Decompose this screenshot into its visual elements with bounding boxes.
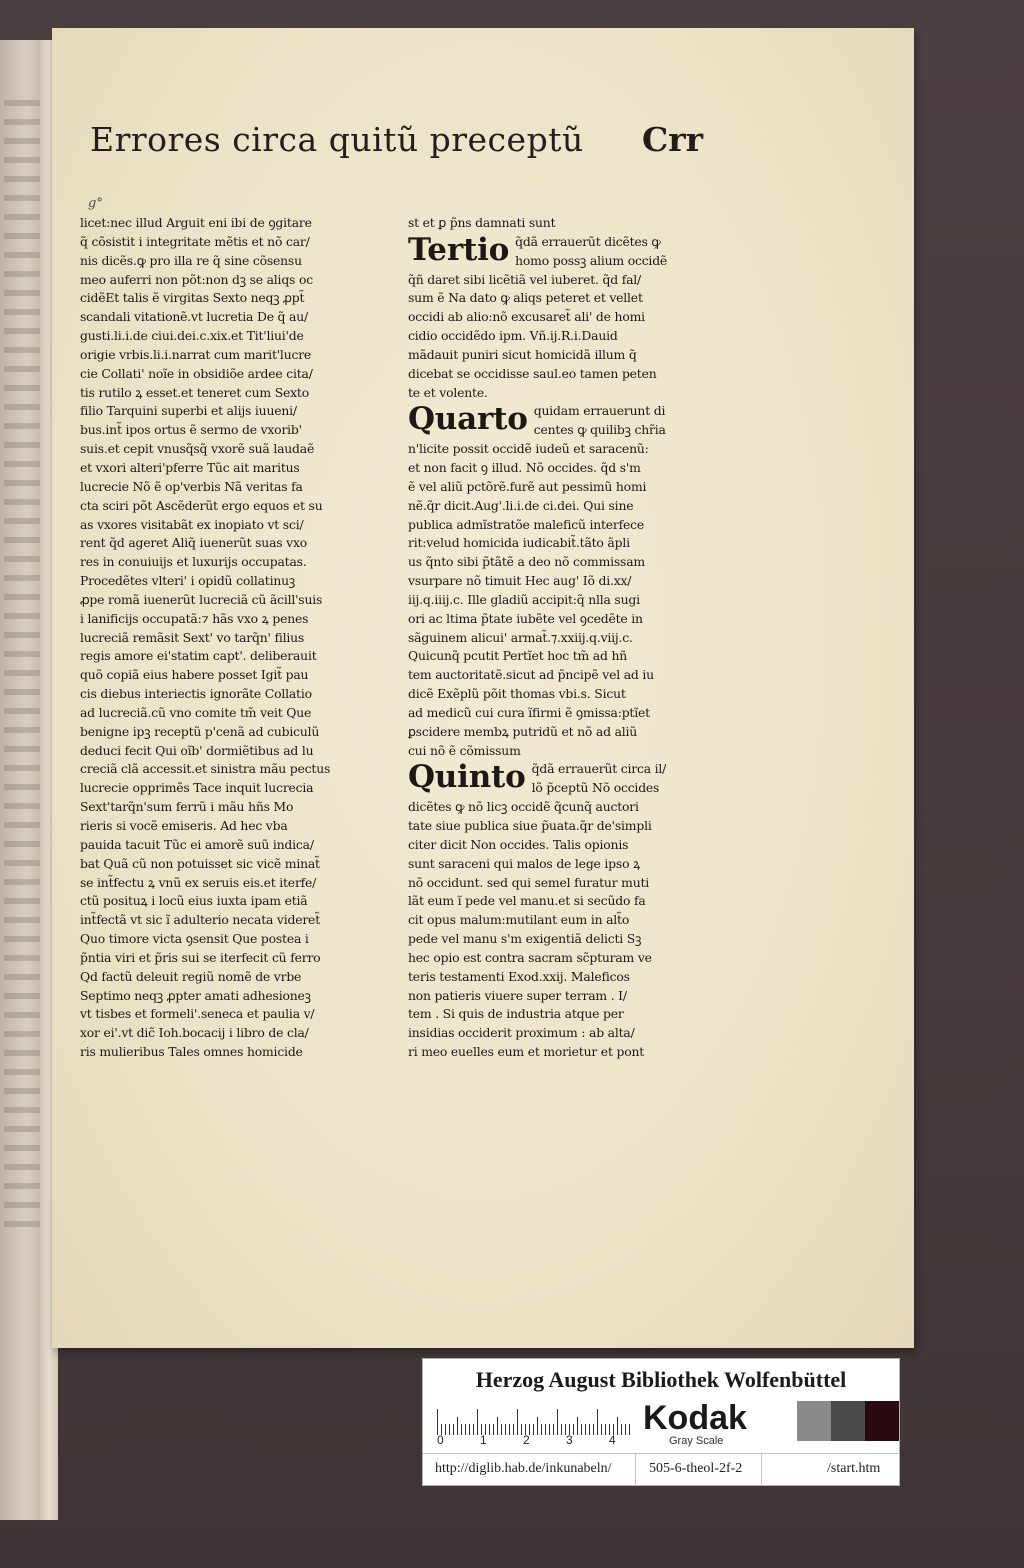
- text-line: Sext'tarq̃n'sum ferrũ i mãu hñs Mo: [80, 799, 294, 815]
- section-opening: [408, 760, 753, 798]
- ruler-tick: [437, 1409, 438, 1435]
- text-line: ẽ vel aliũ pctõrẽ.furẽ aut pessimũ homi: [408, 478, 647, 494]
- facing-page-text-trace: [4, 556, 44, 562]
- facing-page-text-trace: [4, 499, 44, 505]
- text-line: int̃fectã vt sic ĩ adulterio necata videret̃: [80, 912, 320, 928]
- facing-page-text-trace: [4, 385, 44, 391]
- facing-page-text-trace: [4, 1126, 44, 1132]
- kodak-logo: Kodak: [643, 1399, 747, 1437]
- facing-page-text-trace: [4, 651, 44, 657]
- facing-page-text-trace: [4, 309, 44, 315]
- text-line: Qd factũ deleuit regiũ nomẽ de vrbe: [80, 968, 302, 984]
- text-line: homo possꝫ alium occidẽ: [515, 252, 668, 268]
- text-line: ri meo euelles eum et morietur et pont: [408, 1044, 645, 1060]
- text-line: q̃dã errauerũt circa il/: [531, 761, 667, 777]
- text-line: citer dicit Non occides. Talis opionis: [408, 836, 629, 852]
- ruler-tick: [573, 1424, 574, 1435]
- text-line: et non facit ꝯ illud. Nõ occides. q̃d s'm: [408, 459, 641, 475]
- ruler-tick: [517, 1409, 518, 1435]
- ruler-tick: [621, 1424, 622, 1435]
- text-line: Procedẽtes vlteri' i opidũ collatinuꝫ: [80, 573, 296, 589]
- ruler-tick: [605, 1424, 606, 1435]
- text-line: hec opio est contra sacram sc̃pturam ve: [408, 949, 652, 965]
- facing-page-text-trace: [4, 1050, 44, 1056]
- text-line: bat Quã cũ non potuisset sic vicẽ minat̃: [80, 855, 320, 871]
- facing-page-text-trace: [4, 670, 44, 676]
- facing-page-text-trace: [4, 860, 44, 866]
- ruler-tick: [617, 1417, 618, 1435]
- measurement-ruler: [437, 1405, 633, 1435]
- ruler-tick: [629, 1424, 630, 1435]
- facing-page-text-trace: [4, 423, 44, 429]
- text-line: centes ꝙ quilibꝫ chr̃ia: [533, 422, 666, 438]
- ruler-tick: [557, 1409, 558, 1435]
- gray-swatch: [763, 1401, 797, 1441]
- facing-page-text-trace: [4, 138, 44, 144]
- text-line: creciã clã accessit.et sinistra mãu pectus: [80, 761, 331, 777]
- text-line: meo auferri non põt:non dꝫ se aliqs oc: [80, 271, 313, 287]
- facing-page-text-trace: [4, 366, 44, 372]
- facing-page-text-trace: [4, 157, 44, 163]
- text-line: dicẽtes ꝙ nõ licꝫ occidẽ q̃cunq̃ auctori: [408, 799, 639, 815]
- text-line: se int̃fectu ꝝ vnũ ex seruis eis.et iterfe/: [80, 874, 317, 890]
- facing-page-text-trace: [4, 803, 44, 809]
- ruler-tick: [597, 1409, 598, 1435]
- text-line: us q̃nto sibi p̃tãtẽ a deo nõ commissam: [408, 554, 645, 570]
- text-line: q̃ñ daret sibi licẽtiã vel iuberet. q̃d fal/: [408, 271, 642, 287]
- text-line: rit:velud homicida iudicabit̃.tãto ãpli: [408, 535, 630, 551]
- library-name: Herzog August Bibliothek Wolfenbüttel: [475, 1367, 847, 1392]
- ruler-tick: [577, 1417, 578, 1435]
- text-line: res in conuiuijs et luxurijs occupatas.: [80, 554, 307, 570]
- ruler-number: 2: [523, 1433, 530, 1447]
- facing-page-text-trace: [4, 328, 44, 334]
- ruler-tick: [469, 1424, 470, 1435]
- gray-swatch: [865, 1401, 899, 1441]
- ruler-tick: [585, 1424, 586, 1435]
- text-line: tem auctoritatẽ.sicut ad p̃ncipẽ vel ad iu: [408, 667, 654, 683]
- facing-page-text-trace: [4, 271, 44, 277]
- facing-page-text-trace: [4, 1012, 44, 1018]
- facing-page-text-trace: [4, 822, 44, 828]
- text-line: suis.et cepit vnusq̃sq̃ vxorẽ suã laudaẽ: [80, 441, 315, 457]
- facing-page-text-trace: [4, 461, 44, 467]
- text-line: et vxori alteri'pferre Tũc ait maritus: [80, 459, 300, 475]
- text-line: cta sciri põt Ascẽderũt ergo equos et su: [80, 497, 323, 513]
- text-line: lucreciã remãsit Sext' vo tarq̃n' filius: [80, 629, 305, 645]
- text-line: vsurpare nõ timuit Hec aug' Iõ di.xx/: [408, 573, 632, 589]
- text-line: ori ac ltima p̃tate iubẽte vel ꝯcedẽte in: [408, 610, 643, 626]
- ruler-tick: [521, 1424, 522, 1435]
- section-initial-word: Quarto: [408, 401, 528, 438]
- ruler-number: 0: [437, 1433, 444, 1447]
- text-line: cidio occidẽdo ipm. Vñ.ij.R.i.Dauid: [408, 328, 618, 344]
- text-line: publica admĩstratõe maleficũ interfece: [408, 516, 645, 532]
- facing-page-text-trace: [4, 347, 44, 353]
- facing-page-text-trace: [4, 955, 44, 961]
- library-label-card: [422, 1358, 900, 1486]
- ruler-tick: [489, 1424, 490, 1435]
- text-line: cit opus malum:mutilant eum in alt̃o: [408, 912, 630, 928]
- facing-page-text-trace: [4, 1164, 44, 1170]
- text-line: sunt saraceni qui malos de lege ipso ꝝ: [408, 855, 641, 871]
- text-line: ꝓpe romã iuenerũt lucreciã cũ ãcill'suis: [80, 591, 323, 607]
- text-line: st et ꝑ p̃ns damnati sunt: [408, 215, 556, 230]
- text-line: mãdauit puniri sicut homicidã illum q̃: [408, 346, 637, 362]
- text-line: tate siue publica siue p̃uata.q̃r de'simpli: [408, 818, 652, 833]
- facing-page-text-trace: [4, 404, 44, 410]
- ruler-tick: [561, 1424, 562, 1435]
- section-opening: [408, 402, 753, 440]
- text-line: xor ei'.vt dic̃ Ioh.bocacij i libro de cla/: [80, 1025, 309, 1041]
- facing-page-text-trace: [4, 765, 44, 771]
- text-line: cidẽEt talis ẽ virgitas Sexto neqꝫ ꝓpt̃: [80, 290, 305, 306]
- section-initial-word: Tertio: [408, 231, 510, 268]
- facing-page-text-trace: [4, 898, 44, 904]
- text-line: lucrecie opprimẽs Tace inquit lucrecia: [80, 780, 314, 796]
- facing-page-text-trace: [4, 1145, 44, 1151]
- facing-page-text-trace: [4, 290, 44, 296]
- text-line: iij.q.iiij.c. Ille gladiũ accipit:q̃ nlla sugi: [408, 591, 640, 607]
- text-line: q̃dã errauerũt dicẽtes ꝙ: [515, 233, 661, 249]
- library-url[interactable]: http://diglib.hab.de/inkunabeln/: [435, 1461, 612, 1476]
- ruler-number: 1: [480, 1433, 487, 1447]
- text-line: pauida tacuit Tũc ei amorẽ suũ indica/: [80, 836, 314, 852]
- ruler-tick: [509, 1424, 510, 1435]
- facing-page-text-trace: [4, 119, 44, 125]
- left-text-column: [80, 214, 415, 1062]
- text-line: dicẽ Exẽplũ põit thomas vbi.s. Sicut: [408, 686, 626, 702]
- text-line: filio Tarquini superbi et alijs iuueni/: [80, 403, 297, 419]
- text-line: cis diebus interiectis ignorãte Collatio: [80, 686, 312, 702]
- manuscript-page: [52, 28, 914, 1348]
- ruler-tick: [549, 1424, 550, 1435]
- ruler-tick: [449, 1424, 450, 1435]
- text-line: pede vel manu s'm exigentiã delicti Sꝫ: [408, 931, 642, 947]
- facing-page-text-trace: [4, 1088, 44, 1094]
- text-line: nis dicẽs.ꝙ pro illa re q̃ sine cõsensu: [80, 252, 302, 268]
- gray-swatch: [831, 1401, 865, 1441]
- facing-page-text-trace: [4, 1107, 44, 1113]
- text-line: bus.int̃ ipos ortus ẽ sermo de vxorib': [80, 422, 302, 438]
- running-head: Errores circa quitũ preceptũ: [90, 120, 584, 159]
- ruler-tick: [497, 1417, 498, 1435]
- ruler-tick: [545, 1424, 546, 1435]
- text-line: ad lucreciã.cũ vno comite tm̃ veit Que: [80, 704, 312, 720]
- text-line: as vxores visitabãt ex inopiato vt sci/: [80, 516, 304, 532]
- ruler-tick: [493, 1424, 494, 1435]
- text-line: ad medicũ cui cura ĩfirmi ẽ ꝯmissa:ptĩet: [408, 704, 650, 720]
- ruler-tick: [513, 1424, 514, 1435]
- text-line: nõ occidunt. sed qui semel furatur muti: [408, 874, 650, 890]
- ruler-tick: [625, 1424, 626, 1435]
- ruler-tick: [477, 1409, 478, 1435]
- facing-page-text-trace: [4, 632, 44, 638]
- facing-page-text-trace: [4, 917, 44, 923]
- ruler-tick: [465, 1424, 466, 1435]
- ruler-tick: [445, 1424, 446, 1435]
- facing-page-text-trace: [4, 1221, 44, 1227]
- ruler-tick: [461, 1424, 462, 1435]
- text-line: te et volente.: [408, 384, 488, 400]
- facing-page-text-trace: [4, 1031, 44, 1037]
- facing-page-text-trace: [4, 214, 44, 220]
- facing-page-text-trace: [4, 442, 44, 448]
- section-initial-word: Quinto: [408, 759, 526, 796]
- facing-page-text-trace: [4, 936, 44, 942]
- text-line: scandali vitationẽ.vt lucretia De q̃ au/: [80, 309, 308, 325]
- text-line: lucrecie Nõ ẽ op'verbis Nã veritas fa: [80, 478, 303, 494]
- facing-page-text-trace: [4, 689, 44, 695]
- text-line: sum ẽ Na dato ꝙ aliqs peteret et vellet: [408, 290, 643, 306]
- text-line: quõ copiã eius habere posset Igit̃ pau: [80, 667, 309, 683]
- ruler-tick: [505, 1424, 506, 1435]
- facing-page-text-trace: [4, 1183, 44, 1189]
- facing-page-text-trace: [4, 1202, 44, 1208]
- ruler-tick: [501, 1424, 502, 1435]
- ruler-tick: [589, 1424, 590, 1435]
- start-link[interactable]: /start.htm: [827, 1461, 881, 1476]
- ruler-tick: [453, 1424, 454, 1435]
- ruler-tick: [581, 1424, 582, 1435]
- text-line: gusti.li.i.de ciui.dei.c.xix.et Tit'liui'de: [80, 328, 304, 344]
- facing-page-text-trace: [4, 841, 44, 847]
- text-line: p̃ntia viri et p̃ris sui se iterfecit cũ ferro: [80, 949, 321, 965]
- text-line: tis rutilo ꝝ esset.et teneret cum Sexto: [80, 384, 309, 400]
- text-line: Quicunq̃ pcutit Pertĩet hoc tm̃ ad hñ: [408, 648, 628, 664]
- facing-page-text-trace: [4, 784, 44, 790]
- facing-page-text-trace: [4, 480, 44, 486]
- gray-swatch: [797, 1401, 831, 1441]
- text-line: cie Collati' noĩe in obsidiõe ardee cita/: [80, 365, 313, 381]
- text-line: deduci fecit Qui oĩb' dormiẽtibus ad lu: [80, 742, 314, 758]
- facing-page-text-trace: [4, 594, 44, 600]
- text-line: n'licite possit occidẽ iudeũ et saracenũ:: [408, 441, 649, 457]
- gray-scale-label: Gray Scale: [669, 1435, 724, 1447]
- facing-page-text-trace: [4, 613, 44, 619]
- text-line: nẽ.q̃r dicit.Aug'.li.i.de ci.dei. Qui sine: [408, 497, 634, 513]
- facing-page-text-trace: [4, 879, 44, 885]
- text-line: occidi ab alio:nõ excusaret̃ ali' de homi: [408, 309, 645, 325]
- ruler-number: 3: [566, 1433, 573, 1447]
- text-line: regis amore ei'statim capt'. deliberauit: [80, 648, 317, 664]
- facing-page-text-trace: [4, 993, 44, 999]
- text-line: ctũ posituꝝ i locũ eius iuxta ipam etiã: [80, 893, 308, 909]
- text-line: dicebat se occidisse saul.eo tamen peten: [408, 365, 657, 381]
- text-line: cui nõ ẽ cõmissum: [408, 742, 521, 758]
- ruler-number: 4: [609, 1433, 616, 1447]
- text-line: non patieris viuere super terram . I/: [408, 987, 627, 1003]
- shelfmark: 505-6-theol-2f-2: [649, 1461, 743, 1476]
- ruler-tick: [553, 1424, 554, 1435]
- text-line: lãt eum ĩ pede vel manu.et si secũdo fa: [408, 893, 646, 909]
- facing-page-text-trace: [4, 537, 44, 543]
- text-line: ris mulieribus Tales omnes homicide: [80, 1044, 303, 1060]
- margin-note: g°: [88, 196, 103, 211]
- facing-page-text-trace: [4, 176, 44, 182]
- text-line: licet:nec illud Arguit eni ibi de ꝯgitare: [80, 215, 312, 230]
- text-line: sãguinem alicui' armat̃.⁊.xxiij.q.viij.c.: [408, 629, 633, 645]
- facing-page-text-trace: [4, 252, 44, 258]
- ruler-tick: [541, 1424, 542, 1435]
- facing-page-text-trace: [4, 727, 44, 733]
- text-line: ꝑscidere membꝝ putridũ et nõ ad aliũ: [408, 723, 638, 739]
- ruler-tick: [473, 1424, 474, 1435]
- facing-page-text-trace: [4, 518, 44, 524]
- facing-page-text-trace: [4, 575, 44, 581]
- text-line: Septimo neqꝫ ꝓpter amati adhesioneꝫ: [80, 987, 311, 1003]
- section-opening: [408, 233, 753, 271]
- text-line: Quo timore victa ꝯsensit Que postea i: [80, 931, 309, 947]
- facing-page-text-trace: [4, 1069, 44, 1075]
- ruler-tick: [601, 1424, 602, 1435]
- ruler-tick: [593, 1424, 594, 1435]
- ruler-tick: [537, 1417, 538, 1435]
- text-line: tem . Si quis de industria atque per: [408, 1006, 624, 1022]
- text-line: q̃ cõsistit i integritate mẽtis et nõ car/: [80, 233, 310, 249]
- text-line: i lanificijs occupatã:⁊ hãs vxo ꝝ penes: [80, 610, 309, 626]
- label-url-row: [423, 1453, 899, 1486]
- facing-page-text-trace: [4, 746, 44, 752]
- facing-page-text-trace: [4, 708, 44, 714]
- folio-number: Crr: [642, 120, 704, 159]
- text-line: lõ p̃ceptũ Nõ occides: [531, 780, 660, 796]
- ruler-tick: [533, 1424, 534, 1435]
- ruler-tick: [457, 1417, 458, 1435]
- text-line: quidam errauerunt di: [533, 403, 666, 419]
- right-text-column: [408, 214, 753, 1062]
- text-line: insidias occiderit proximum : ab alta/: [408, 1025, 635, 1041]
- facing-page-text-trace: [4, 233, 44, 239]
- text-line: teris testamenti Exod.xxij. Maleficos: [408, 968, 630, 984]
- text-line: rent q̃d ageret Aliq̃ iuenerũt suas vxo: [80, 535, 308, 551]
- facing-page-text-trace: [4, 195, 44, 201]
- facing-page-text-trace: [4, 974, 44, 980]
- facing-page-text-trace: [4, 100, 44, 106]
- text-line: rieris si vocẽ emiseris. Ad hec vba: [80, 818, 288, 833]
- text-line: vt tisbes et formeli'.seneca et paulia v/: [80, 1006, 315, 1022]
- text-line: origie vrbis.li.i.narrat cum marit'lucre: [80, 346, 312, 362]
- text-line: benigne ipꝫ receptũ p'cenã ad cubiculũ: [80, 723, 320, 739]
